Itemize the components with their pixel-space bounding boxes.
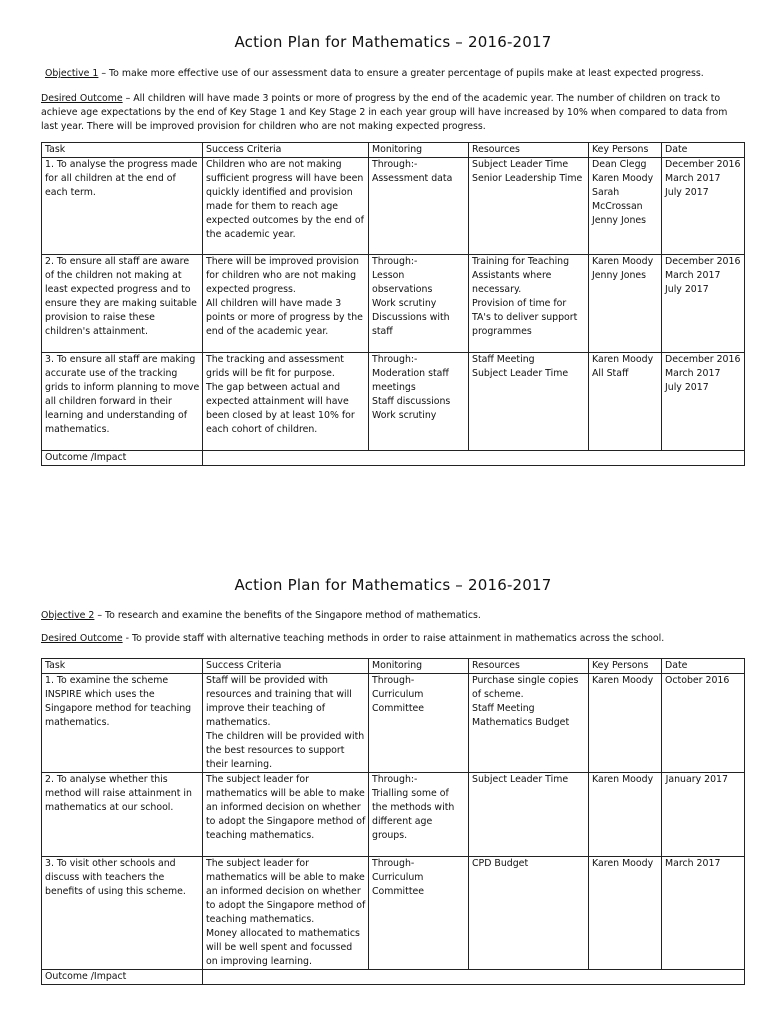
date-line: July 2017 [665,187,709,198]
date-cell [662,353,745,451]
objective-text: – To make more effective use of our assessment data to ensure a greater percentage of pupils make at least expected progress. [98,68,704,79]
monitoring-line: Lesson observations [372,270,433,295]
outcome-impact-label: Outcome /Impact [42,970,203,985]
criteria-line: Children who are not making sufficient progress will have been quickly identified and provision made for them to reach age expected outcomes by the end of the academic year. [206,159,364,240]
resources-line: Staff Meeting [472,703,535,714]
task-cell: 1. To examine the scheme INSPIRE which uses the Singapore method for teaching mathematics. [42,674,203,773]
date-cell [662,857,745,970]
monitoring-line: Curriculum Committee [372,872,425,897]
monitoring-line: Curriculum Committee [372,689,425,714]
key-persons-cell [589,857,662,970]
key-persons-cell [589,674,662,773]
date-line: March 2017 [665,368,721,379]
objective-paragraph [41,67,745,81]
date-line: March 2017 [665,270,721,281]
monitoring-line: Through:- [372,256,418,267]
header-success-criteria: Success Criteria [203,143,369,158]
date-line: December 2016 [665,354,741,365]
date-line: October 2016 [665,675,730,686]
date-line: March 2017 [665,858,721,869]
person-name: All Staff [592,368,629,379]
resources-cell [469,857,589,970]
header-monitoring: Monitoring [369,143,469,158]
monitoring-line: Through:- [372,159,418,170]
person-name: Karen Moody [592,858,654,869]
outcome-impact-value [203,451,745,466]
date-line: December 2016 [665,159,741,170]
criteria-line: Staff will be provided with resources and training that will improve their teaching of mathematics. [206,675,352,728]
key-persons-cell [589,158,662,255]
task-cell: 1. To analyse the progress made for all children at the end of each term. [42,158,203,255]
criteria-cell [203,255,369,353]
header-date: Date [662,659,745,674]
person-name: Karen Moody [592,256,654,267]
monitoring-cell [369,353,469,451]
header-resources: Resources [469,143,589,158]
criteria-line: All children will have made 3 points or more of progress by the end of the academic year. [206,298,363,337]
date-line: January 2017 [665,774,728,785]
monitoring-line: Work scrutiny [372,298,437,309]
plan-1 [41,33,745,466]
resources-cell [469,353,589,451]
person-name: Karen Moody [592,774,654,785]
table-row [42,674,745,773]
task-cell: 2. To ensure all staff are aware of the children not making at least expected progress and to ensure they are making suitable provision to raise these children's attainment. [42,255,203,353]
resources-line: Training for Teaching Assistants where necessary. [472,256,570,295]
key-persons-cell [589,773,662,857]
date-line: December 2016 [665,256,741,267]
monitoring-cell [369,674,469,773]
person-name: Karen Moody [592,675,654,686]
date-line: July 2017 [665,382,709,393]
criteria-cell [203,773,369,857]
resources-line: Subject Leader Time [472,159,569,170]
table-header-row [42,659,745,674]
header-monitoring: Monitoring [369,659,469,674]
outcome-impact-value [203,970,745,985]
criteria-cell [203,353,369,451]
outcome-impact-row [42,451,745,466]
monitoring-cell [369,255,469,353]
desired-outcome-text: – All children will have made 3 points or more of progress by the end of the academic year. The number of children on track to achieve age expectations by the end of Key Stage 1 and Key Stage 2 in each year group will have increased by 10% when compared to data from last year. There will be improved provision for children who are not making expected progress. [41,93,728,132]
criteria-cell [203,674,369,773]
desired-outcome-paragraph [41,92,745,134]
objective-text: – To research and examine the benefits of the Singapore method of mathematics. [94,610,481,621]
desired-outcome-label: Desired Outcome [41,633,123,644]
person-name: Karen Moody [592,173,654,184]
criteria-line: The tracking and assessment grids will be fit for purpose. [206,354,344,379]
date-line: March 2017 [665,173,721,184]
criteria-line: Money allocated to mathematics will be well spent and focussed on improving learning. [206,928,360,967]
monitoring-cell [369,857,469,970]
header-task: Task [42,659,203,674]
monitoring-cell [369,773,469,857]
objective-label: Objective 1 [45,68,99,79]
monitoring-line: Assessment data [372,173,453,184]
header-success-criteria: Success Criteria [203,659,369,674]
date-cell [662,255,745,353]
monitoring-line: Staff discussions [372,396,451,407]
date-cell [662,674,745,773]
resources-line: Subject Leader Time [472,368,569,379]
person-name: Sarah McCrossan [592,187,643,212]
outcome-impact-label: Outcome /Impact [42,451,203,466]
resources-cell [469,773,589,857]
monitoring-line: Moderation staff meetings [372,368,449,393]
header-task: Task [42,143,203,158]
resources-line: Subject Leader Time [472,774,569,785]
table-row [42,255,745,353]
date-cell [662,158,745,255]
table-row [42,857,745,970]
monitoring-line: Through:- [372,354,418,365]
resources-cell [469,158,589,255]
header-key-persons: Key Persons [589,143,662,158]
date-cell [662,773,745,857]
objective-label: Objective 2 [41,610,95,621]
resources-line: Mathematics Budget [472,717,570,728]
criteria-line: The gap between actual and expected attainment will have been closed by at least 10% for each cohort of children. [206,382,355,435]
monitoring-line: Through- [372,858,415,869]
desired-outcome-text: - To provide staff with alternative teaching methods in order to raise attainment in mathematics across the school. [122,633,665,644]
resources-cell [469,674,589,773]
plan-2 [41,576,745,985]
table-row [42,353,745,451]
outcome-impact-row [42,970,745,985]
objective-paragraph [41,609,745,623]
person-name: Jenny Jones [592,215,647,226]
monitoring-cell [369,158,469,255]
monitoring-line: Through- [372,675,415,686]
criteria-line: The subject leader for mathematics will be able to make an informed decision on whether to adopt the Singapore method of teaching mathematics. [206,858,366,925]
resources-line: Senior Leadership Time [472,173,583,184]
criteria-cell [203,857,369,970]
desired-outcome-paragraph [41,632,745,646]
resources-cell [469,255,589,353]
task-cell: 3. To ensure all staff are making accurate use of the tracking grids to inform planning to move all children forward in their learning and understanding of mathematics. [42,353,203,451]
monitoring-line: Through:- [372,774,418,785]
action-plan-table [41,142,745,466]
criteria-line: The subject leader for mathematics will be able to make an informed decision on whether to adopt the Singapore method of teaching mathematics. [206,774,366,841]
criteria-line: There will be improved provision for children who are not making expected progress. [206,256,359,295]
monitoring-line: Discussions with staff [372,312,450,337]
table-row [42,773,745,857]
plan-title: Action Plan for Mathematics – 2016-2017 [234,33,552,51]
resources-line: Provision of time for TA's to deliver support programmes [472,298,578,337]
table-header-row [42,143,745,158]
resources-line: Staff Meeting [472,354,535,365]
person-name: Dean Clegg [592,159,647,170]
criteria-cell [203,158,369,255]
plan-title: Action Plan for Mathematics – 2016-2017 [234,576,552,594]
criteria-line: The children will be provided with the best resources to support their learning. [206,731,365,770]
resources-line: CPD Budget [472,858,529,869]
desired-outcome-label: Desired Outcome [41,93,123,104]
key-persons-cell [589,353,662,451]
monitoring-line: Trialling some of the methods with different age groups. [372,788,455,841]
task-cell: 2. To analyse whether this method will raise attainment in mathematics at our school. [42,773,203,857]
key-persons-cell [589,255,662,353]
date-line: July 2017 [665,284,709,295]
resources-line: Purchase single copies of scheme. [472,675,579,700]
header-resources: Resources [469,659,589,674]
action-plan-table [41,658,745,985]
monitoring-line: Work scrutiny [372,410,437,421]
header-date: Date [662,143,745,158]
task-cell: 3. To visit other schools and discuss with teachers the benefits of using this scheme. [42,857,203,970]
table-row [42,158,745,255]
header-key-persons: Key Persons [589,659,662,674]
person-name: Jenny Jones [592,270,647,281]
person-name: Karen Moody [592,354,654,365]
